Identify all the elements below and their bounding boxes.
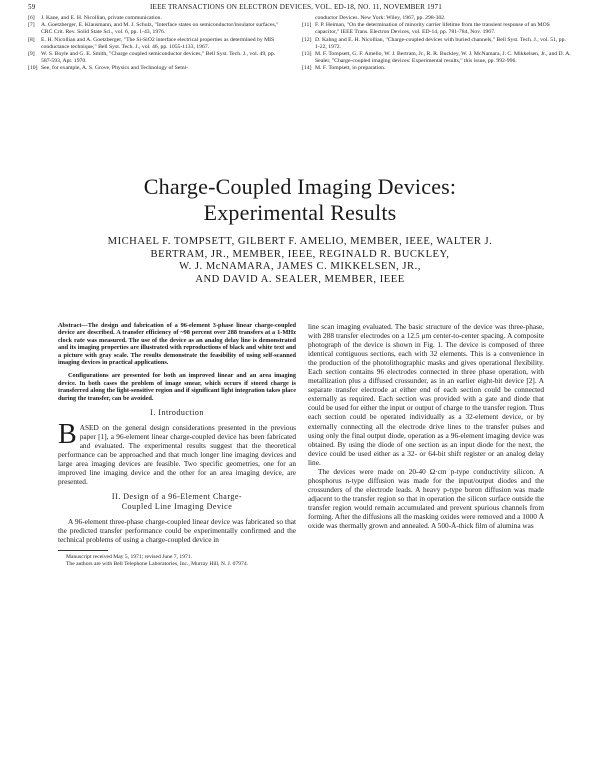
references-left-column xyxy=(28,15,286,73)
body-paragraph: line scan imaging evaluated. The basic structure of the device was three-phase, with 288 transfer electrodes on a 12.5 μm center-to-center spacing. A composite photograph of the device is shown in Fig. 1. The device is composed of three identical contiguous sections, each with 32 elements. This is a convenience in the production of the photolithographic masks and gives operational flexibility. Each section contains 96 electrodes connected in three phase operation, with metallization plus a diffused crossunder, as in an earlier eight-bit device [2]. A separate transfer electrode at either end of each section could be connected externally as required. Each section was provided with a gate and diode that could be used for either the input or output of charge to the transfer region. Thus each section could be operated individually as a 32-element device, or by externally connecting all the electrode drive lines to the transfer pulses and using only the final output diode, operation as a 96-element imaging device was obtained. By using the diode of one section as an input diode for the next, the device could be used either as a 32- or 64-bit shift register or an analog delay line. xyxy=(308,322,544,467)
reference-item xyxy=(302,65,572,72)
author-list xyxy=(56,236,544,286)
footnote-affiliation: The authors are with Bell Telephone Laboratories, Inc., Murray Hill, N. J. 07974. xyxy=(66,560,249,567)
reference-number xyxy=(302,15,315,22)
reference-item xyxy=(28,51,286,65)
author-line: AND DAVID A. SEALER, MEMBER, IEEE xyxy=(195,273,405,285)
reference-number: [11] xyxy=(302,22,312,29)
design-paragraph: A 96-element three-phase charge-coupled linear device was fabricated so that the predicted transfer performance could be experimentally confirmed and the technical problems of using a charge-coupled device in xyxy=(58,517,296,545)
reference-item xyxy=(302,22,572,36)
section-heading-line: II. Design of a 96-Element Charge- xyxy=(111,492,243,502)
abstract-paragraph: Abstract—The design and fabrication of a 96-element 3-phase linear charge-coupled device are described. A transfer efficiency of ~98 percent over 288 transfers at a 1-MHz clock rate was measured. The use of the device as an analog delay line is demonstrated and its imaging properties are illustrated with reproductions of black and white text and a picture with gray scale. The results demonstrate the feasibility of using self-scanned imaging devices in practical applications. xyxy=(58,322,296,367)
paper-title xyxy=(0,174,600,226)
reference-number: [12] xyxy=(302,36,312,43)
reference-item xyxy=(28,65,286,72)
section-heading-introduction: I. Introduction xyxy=(150,408,204,418)
footnote xyxy=(58,554,296,568)
reference-text: M. F. Tompsett, G. F. Amelio, W. J. Bertram, Jr., R. R. Buckley, W. J. McNamara, J. C. Mikkelsen, Jr., and D. A. Sealer, "Charge-coupled imaging devices: Experimental results," this issue, pp. 992-996. xyxy=(315,51,571,65)
body-paragraph: The devices were made on 20-40 Ω·cm p-type conductivity silicon. A phosphorus n-type diffusion was made for the input/output diodes and the crossunders of the electrode leads. A heavy p-type boron diffusion was made adjacent to the transfer region so that in operation the silicon surface outside the transfer region would remain accumulated and prevent spurious channels from forming. After the diffusions all the masking oxides were removed and a 1000 Å oxide was thermally grown and annealed. A 500-Å-thick film of alumina was xyxy=(308,466,544,531)
left-column xyxy=(58,322,296,568)
reference-number: [13] xyxy=(302,51,312,58)
page-number: 59 xyxy=(28,3,36,11)
right-column xyxy=(308,322,544,530)
reference-text: W. S. Boyle and G. E. Smith, "Charge coupled semiconductor devices," Bell Syst. Tech. J., vol. 49, pp. 587-593, Apr. 1970. xyxy=(41,51,276,65)
reference-number: [10] xyxy=(28,65,38,72)
reference-item xyxy=(28,22,286,36)
reference-text: D. Kahng and E. H. Nicollian, "Charge-coupled devices with buried channels," Bell Syst. Tech. J., vol. 51, pp. 1-22, 1972. xyxy=(315,36,566,50)
introduction-paragraph xyxy=(58,419,296,487)
running-header xyxy=(28,3,572,15)
footnote-rule xyxy=(58,550,108,551)
drop-cap: B xyxy=(58,419,77,451)
reference-text: conductor Devices. New York: Wiley, 1967, pp. 298-302. xyxy=(315,15,446,21)
author-line: W. J. McNAMARA, JAMES C. MIKKELSEN, JR., xyxy=(179,261,421,273)
reference-text: A. Goetzberger, E. Klausmann, and M. J. Schulz, "Interface states on semiconductor/insulator surfaces," CRC Crit. Rev. Solid State Sci., vol. 6, pp. 1-43, 1976. xyxy=(41,22,279,36)
footnote-received: Manuscript received May 5, 1971; revised June 7, 1971. xyxy=(66,553,192,560)
reference-text: M. F. Tompsett, in preparation. xyxy=(315,65,386,72)
reference-number: [14] xyxy=(302,65,312,72)
reference-item xyxy=(302,51,572,65)
author-line: MICHAEL F. TOMPSETT, GILBERT F. AMELIO, MEMBER, IEEE, WALTER J. xyxy=(107,236,493,247)
reference-text: F. P. Heiman, "On the determination of minority carrier lifetime from the transient response of an MOS capacitor," IEEE Trans. Electron Devices, vol. ED-14, pp. 781-784, Nov. 1967. xyxy=(315,22,550,36)
author-line: BERTRAM, JR., MEMBER, IEEE, REGINALD R. BUCKLEY, xyxy=(150,248,450,260)
abstract xyxy=(58,322,296,402)
reference-number: [8] xyxy=(28,36,35,43)
abstract-paragraph: Configurations are presented for both an improved linear and an area imaging device. In both cases the problem of image smear, which occurs if stored charge is transferred along the light-sensitive region and if significant light integration takes place during the transfer, can be avoided. xyxy=(58,372,296,402)
reference-text: See, for example, A. S. Grove, Physics and Technology of Semi- xyxy=(41,65,189,72)
reference-text: J. Kane, and E. H. Nicollian, private communication. xyxy=(41,15,162,21)
reference-item xyxy=(28,37,286,51)
reference-text: E. H. Nicollian and A. Goetzberger, "The Si-SiO2 interface electrical properties as determined by MIS conductance technique," Bell Syst. Tech. J., vol. 46, pp. 1055-1133, 1967. xyxy=(41,36,275,50)
reference-number: [7] xyxy=(28,22,35,29)
references-right-column xyxy=(302,15,572,73)
introduction-text: ASED on the general design considerations presented in the previous paper [1], a 96-element linear charge-coupled device has been fabricated and evaluated. The experimental results suggest that the theoretical performance can be approached and that much longer line imaging devices and large area imaging devices are feasible. Two specific geometries, one for an improved line imaging device and the other for an area imaging device, are presented. xyxy=(58,423,296,487)
reference-number: [6] xyxy=(28,15,35,21)
reference-item xyxy=(302,37,572,51)
reference-number: [9] xyxy=(28,51,35,58)
section-heading-line: Coupled Line Imaging Device xyxy=(121,502,233,512)
journal-name: IEEE TRANSACTIONS ON ELECTRON DEVICES, VOL. ED-18, NO. 11, NOVEMBER 1971 xyxy=(150,3,442,11)
paper-title-line1: Charge-Coupled Imaging Devices: xyxy=(143,174,457,199)
section-heading-design xyxy=(58,492,296,512)
paper-title-line2: Experimental Results xyxy=(203,200,397,225)
